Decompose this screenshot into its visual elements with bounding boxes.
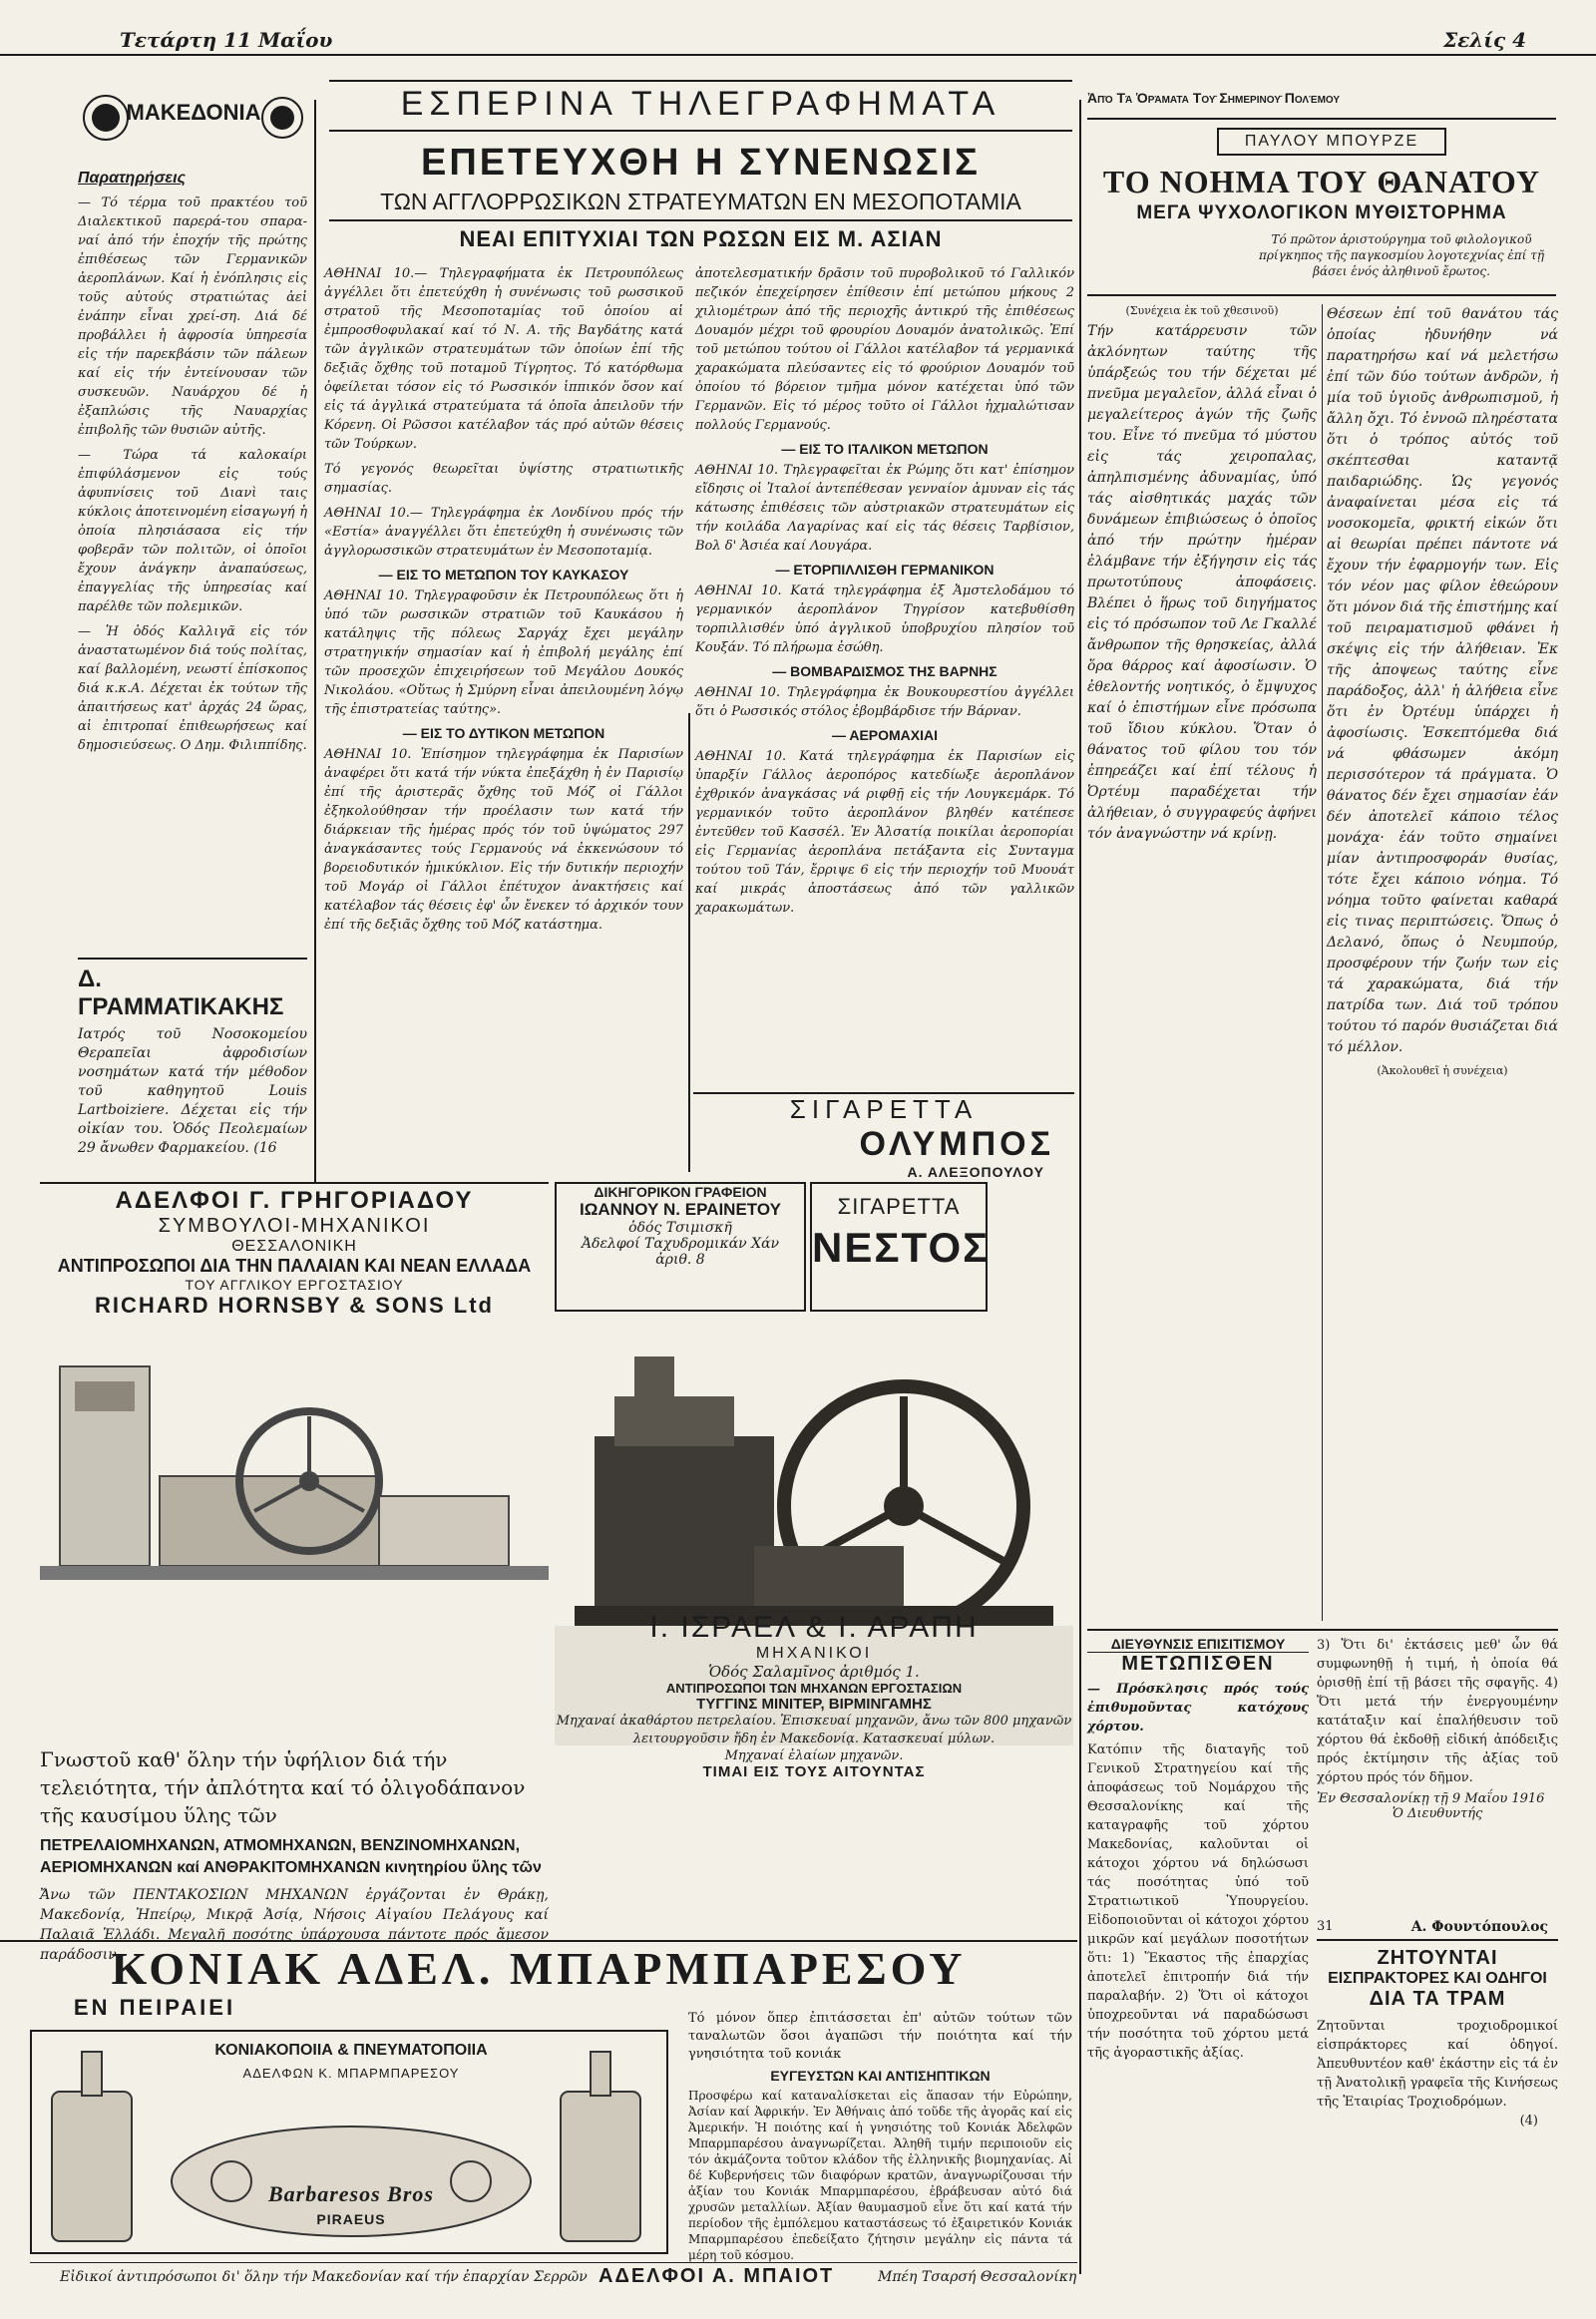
barbaresos-title: ΚΟΝΙΑΚ ΑΔΕΛ. ΜΠΑΡΜΠΑΡΕΣΟΥ <box>111 1943 967 1994</box>
barbaresos-footer-name: ΑΔΕΛΦΟΙ Α. ΜΠΑΙΟΤ <box>598 2265 835 2287</box>
gregoriadou-subtitle: ΣΥΜΒΟΥΛΟΙ-ΜΗΧΑΝΙΚΟΙ <box>158 1215 431 1237</box>
barbaresos-bottle-panel <box>30 2030 668 2254</box>
main-headline-sub: ΤΩΝ ΑΓΓΛΟΡΡΩΣΙΚΩΝ ΣΤΡΑΤΕΥΜΑΤΩΝ ΕΝ ΜΕΣΟΠΟΤΑΜΙΑ <box>380 189 1021 214</box>
news-significance: Τό γεγονός θεωρεῖται ὑψίστης στρατιωτικῆς σημασίας. <box>324 462 683 496</box>
engine-illustration <box>40 1327 549 1626</box>
news-column-2 <box>695 264 1074 916</box>
news-italian-front: ΑΘΗΝΑΙ 10. Τηλεγραφεῖται ἐκ Ρώμης ὅτι κατ' ἐπίσημον εἴδησις οἱ Ἰταλοί ἀντεπέθεσαν γενναίον ἀμυναν εἰς τάς κάτωσης ἐπιθέσεις τῶν αὐστριακῶν στρατευμάτων εἰς τήν κοιλάδα Λαγαρίνας καί εἰς τάς θέσεις Ταρβίσιον, Βολ δ' Ἀσιέα καί Λουγάρα. <box>695 463 1074 554</box>
hay-notice-number: 31 <box>1317 1919 1334 1934</box>
barbaresos-label-city: PIRAEUS <box>316 2211 386 2227</box>
barbaresos-subtitle: ΕΝ ΠΕΙΡΑΙΕΙ <box>73 1995 236 2020</box>
nestos-word: ΣΙΓΑΡΕΤΤΑ <box>837 1194 961 1219</box>
section-title-observations: Παρατηρήσεις <box>78 170 187 187</box>
novel-column-divider <box>1322 304 1323 1621</box>
barbaresos-bottle-label: ΚΟΝΙΑΚΟΠΟΙΙΑ & ΠΝΕΥΜΑΤΟΠΟΙΙΑ <box>214 2042 488 2059</box>
novel-column-b <box>1327 304 1558 1621</box>
barbaresos-article-body: Προσφέρω καί καταναλίσκεται εἰς ἅπασαν τήν Εὐρώπην, Ἀσίαν καί Ἀφρικήν. Ἐν Ἀθήναις ἀπό τοῦδε τῆς ἀγορᾶς καί εἰς Ἀμερικήν. Ἡ ποιότης καί ἡ γνησιότης τοῦ Κονιάκ Ἀδελφῶν Μπαρμπαρέσου ἀναγνωρίζεται. Ἀληθῆ τιμήν περιποιοῦν εἰς τόν ἀκμάζοντα τοῦτον κλάδον τῆς ἑλληνικῆς βιομηχανίας. Αἱ δέ Κυβερνήσεις τῶν διαφόρων κρατῶν, ἀναγνωρίζουσαι τήν ἀξίαν του Κονιάκ Μπαρμπαρέσου, ἐβράβευσαν αὐτό διά χρυσῶν μεταλλίων. Ἀξίαν θαυμασμοῦ εἶνε ὅτι καί κατά τήν περίοδον τῆς ἐμπόλεμου καταστάσεως τό ἐξαιρετικόν Κονιάκ Μπαρμπαρέσου ἐπεδείξατο ζήτησιν μεγάλην εἰς πάντα τά μέρη τοῦ κόσμου. <box>688 2089 1072 2262</box>
hay-notice-signature-label: Ὁ Διευθυντής <box>1392 1806 1483 1821</box>
column-divider-center <box>688 713 690 1172</box>
novel-title-box <box>1087 162 1556 229</box>
heading-western-front: — ΕΙΣ ΤΟ ΔΥΤΙΚΟΝ ΜΕΤΩΠΟΝ <box>402 725 605 741</box>
news-london: ΑΘΗΝΑΙ 10.— Τηλεγράφημα ἐκ Λονδίνου πρός τήν «Εστία» ἀναγγέλλει ὅτι ἐπετεύχθη ἡ συνένωσις τῶν ἀγγλορωσσικῶν στρατευμάτων ἐν Μεσοποταμίᾳ. <box>324 506 683 559</box>
hay-notice-date: Ἐν Θεσσαλονίκῃ τῇ 9 Μαΐου 1916 <box>1317 1791 1545 1806</box>
novel-intro-rule <box>1087 294 1556 296</box>
tram-wanted-title: ΖΗΤΟΥΝΤΑΙ <box>1377 1947 1498 1969</box>
barbaresos-article-intro: Τό μόνον ὅπερ ἐπιτάσσεται ἐπ' αὐτῶν τούτων τῶν ταναλωτῶν ὅσοι ἀγαπῶσι τήν ποιότητα καί τήν γνησιότητα τοῦ κονιάκ <box>688 2011 1072 2062</box>
israel-factory: ΤΥΓΓΙΝΣ ΜΙΝΙΤΕΡ, ΒΙΡΜΙΝΓΑΜΗΣ <box>696 1696 932 1713</box>
main-headline: ΕΠΕΤΕΥΧΘΗ Η ΣΥΝΕΝΩΣΙΣ <box>421 142 981 184</box>
barbaresos-footer-address: Μπέη Τσαρσή Θεσσαλονίκη <box>878 2269 1077 2285</box>
hay-notice <box>1087 1636 1309 2274</box>
heading-varna: — ΒΟΜΒΑΡΔΙΣΜΟΣ ΤΗΣ ΒΑΡΝΗΣ <box>772 663 998 679</box>
tram-wanted-title-2: ΕΙΣΠΡΑΚΤΟΡΕΣ ΚΑΙ ΟΔΗΓΟΙ <box>1328 1970 1547 1987</box>
news-varna: ΑΘΗΝΑΙ 10. Τηλεγράφημα ἐκ Βουκουρεστίου ἀγγέλλει ὅτι ὁ Ρωσσικός στόλος ἐβομβάρδισε τήν Βάρναν. <box>695 685 1074 719</box>
novel-column-a <box>1087 304 1317 1621</box>
barbaresos-subtitle-box <box>40 1995 269 2025</box>
subheadline: ΝΕΑΙ ΕΠΙΤΥΧΙΑΙ ΤΩΝ ΡΩΣΩΝ ΕΙΣ Μ. ΑΣΙΑΝ <box>459 226 943 251</box>
heading-air-battles: — ΑΕΡΟΜΑΧΙΑΙ <box>831 727 939 743</box>
gregoriadou-ad-top <box>40 1187 549 1745</box>
lawyer-address-2: Ἀδελφοί Ταχυδρομικάν Χάν <box>581 1236 780 1252</box>
hay-notice-subtitle: ΜΕΤΩΠΙΣΘΕΝ <box>1121 1653 1275 1675</box>
observation-paragraph-2: — Τώρα τά καλοκαίρι ἐπιφύλάσμενον εἰς τούς ἀφυπνίσεις τοῦ Διανὶ ταις κύκλοις ἀποτεινομένη εἰσαγωγή ἡ ὁποία πλησιάσασα εἰς τήν φοβερᾶν τῶν πολιτῶν, οἱ ὁποῖοι ἔχουν ἀνάγκην ἀναπαύσεως, ἐπαγγελίας τῆς ὑπηρεσίας καί παρέλθε τῶν πολεμικῶν. <box>78 448 307 614</box>
banner-title: ΕΣΠΕΡΙΝΑ ΤΗΛΕΓΡΑΦΗΜΑΤΑ <box>400 85 1001 123</box>
barbaresos-article-title: ΕΥΓΕΥΣΤΩΝ ΚΑΙ ΑΝΤΙΣΗΠΤΙΚΩΝ <box>770 2068 991 2084</box>
series-banner <box>1087 90 1556 120</box>
gregoriadou-footer: Ἄνω τῶν ΠΕΝΤΑΚΟΣΙΩΝ ΜΗΧΑΝΩΝ ἐργάζονται ἐν Θράκῃ, Μακεδονίᾳ, Ἠπείρῳ, Μικρᾷ Ἀσίᾳ, Νήσοις Αἰγαίου Πελάγους καί Παλαιᾷ Ἑλλάδι. Μεγαλῆ ποσότης ὑπάρχουσα πάντοτε πρός ἄμεσον παράδοσιν. <box>40 1887 549 1963</box>
page-number: Σελίς 4 <box>1442 28 1526 52</box>
novel-intro: Τό πρῶτον ἀριστούργημα τοῦ φιλολογικοῦ πρίγκηπος τῆς παγκοσμίου λογοτεχνίας ἐπί τῇ βάσει ἑνός ἀληθινοῦ ἔρωτος. <box>1258 232 1545 278</box>
gregoriadou-ad-bottom <box>40 1745 549 1963</box>
barbaresos-label-brand: Barbaresos Bros <box>268 2181 434 2206</box>
lawyer-address: ὁδός Τσιμισκῆ <box>628 1220 732 1236</box>
heading-italian-front: — ΕΙΣ ΤΟ ΙΤΑΛΙΚΟΝ ΜΕΤΩΠΟΝ <box>781 441 989 457</box>
observation-paragraph-1: — Τό τέρμα τοῦ πρακτέου τοῦ Διαλεκτικοῦ παρερά-του σπαρα-ναί ἀπό τήν ἐποχήν τῆς πρώτης ἐπιθέσεως τῶν Γερμανικῶν ἀεροπλάνων. Καί ἡ ἐνόπλησις εἰς τοῦς αὐτούς στρατιώτας ἀεἰ ἐνάπην εἶναι χρεί-ση. Διά δέ προβάλλει ἡ ἀφροσία ὑπηρεσία εἰς τήν παρεκβάσιν τῶν πάλεων καί εἰς τήν ἐντείνουσαν τῶν συσκευῶν. Ναυάρχου δέ ἡ ἐξαπλώσις τῆς Ναυαρχίας ἐπιβολῆς τῶν θυσιῶν αὐτῆς. <box>78 195 307 438</box>
notice-top-rule <box>1087 1629 1558 1631</box>
left-column <box>78 170 307 1017</box>
lawyer-ad <box>555 1182 806 1312</box>
lawyer-name: ΙΩΑΝΝΟΥ Ν. ΕΡΑΙΝΕΤΟΥ <box>580 1200 781 1219</box>
novel-title: ΤΟ ΝΟΗΜΑ ΤΟΥ ΘΑΝΑΤΟΥ <box>1102 164 1541 199</box>
doctor-ad-text: Ιατρός τοῦ Νοσοκομείου Θεραπεῖαι ἀφροδισίων νοσημάτων κατά τήν μέθοδον τοῦ καθηγητοῦ Louis Lartboiziere. Δέχεται εἰς τήν οἰκίαν του. Ὁδός Πεολεμαίων 29 ἄνωθεν Φαρμακείου. (16 <box>78 1026 307 1156</box>
israel-engineers: ΜΗΧΑΝΙΚΟΙ <box>755 1645 873 1662</box>
tram-wanted-ad <box>1317 1947 1558 2246</box>
barbaresos-bottle-sub: ΑΔΕΛΦΩΝ Κ. ΜΠΑΡΜΠΑΡΕΣΟΥ <box>242 2066 460 2081</box>
news-torpedoed: ΑΘΗΝΑΙ 10. Κατά τηλεγράφημα ἐξ Ἀμστελοδάμου τό γερμανικόν ἀεροπλάνον Τηγρίσον κατεβυθίσθη τορπιλλισθέν ὑπό ἀγγλικοῦ ὑποβρυχίου πλησίον τοῦ Κουξάν. Τό πλήρωμα ἐσώθη. <box>695 583 1074 655</box>
heading-caucasus-front: — ΕΙΣ ΤΟ ΜΕΤΩΠΟΝ ΤΟΥ ΚΑΥΚΑΣΟΥ <box>378 567 629 582</box>
page-header <box>0 0 1596 70</box>
israel-ad-text <box>555 1611 1073 1915</box>
news-western-front: ΑΘΗΝΑΙ 10. Ἐπίσημον τηλεγράφημα ἐκ Παρισίων ἀναφέρει ὅτι κατά τήν νύκτα ἐπεξάχθη ἡ ἐν Παρισίῳ ἐπί τῆς ἀριστερᾶς ὄχθης τοῦ Μόζ οἱ Γάλλοι ἐξηκολούθησαν τήν προέλασιν των κατά τήν διάρκειαν τῆς ἡμέρας πρός τόν τοῦ ὑψώματος 297 ἀναγκάσαντες τούς Γερμανούς νά ἐκκενώσουν τό βορειοδυτικόν ἡμικύκλιον. Εἰς τήν δυτικήν περιοχήν τοῦ Μογάρ οἱ Γάλλοι ἐπέτυχον ἀνακτήσεις καί κατέλαβον τάς θέσεις ἐφ' ὧν ἔνεκεν τό ἀρχικόν τουν ἐπί τῆς δεξιᾶς ὄχθης τοῦ Μόζ κατάστημα. <box>324 747 683 933</box>
tram-wanted-text: Ζητοῦνται τροχιοδρομικοί εἰσπράκτορες καί ὁδηγοί. Ἀπευθυντέον καθ' ἑκάστην εἰς τά ἐν τῇ Ἀνατολικῇ γραφεῖα τῆς Κινήσεως τῆς Ἑταιρίας Τροχιοδρόμων. <box>1317 2019 1559 2110</box>
gregoriadou-representatives: ΑΝΤΙΠΡΟΣΩΠΟΙ ΔΙΑ ΤΗΝ ΠΑΛΑΙΑΝ ΚΑΙ ΝΕΑΝ ΕΛΛΑΔΑ <box>57 1256 532 1276</box>
novel-continuation: (Συνέχεια ἐκ τοῦ χθεσινοῦ) <box>1125 304 1279 317</box>
hay-notice-lead: — Πρόσκλησις πρός τούς ἐπιθυμοῦντας κατόχους χόρτου. <box>1087 1682 1309 1735</box>
masthead-title: ΜΑΚΕΔΟΝΙΑ <box>126 100 261 125</box>
nestos-brand: ΝΕΣΤΟΣ <box>812 1224 991 1271</box>
novel-text-b: Θέσεων ἐπί τοῦ θανάτου τάς ὁποίας ἠδυνήθην νά παρατηρήσω καί νά μελετήσω ἐπί τῶν δύο τούτων ἀνδρῶν, ἡ μία τοῦ ὑγιοῦς ἀνθρωπισμοῦ, ἡ ἄλλη ὄχι. Τό ἐννοῶ πληρέστατα ὅτι ὁ τρόπος αὐτός τοῦ σκέπτεσθαι καταντᾷ παιδαριώδης. Ὡς γεγονός ἀναφαίνεται μέσα εἰς τά νοσοκομεῖα, φρικτή εἰκών ὅτι αἱ θεωρίαι πρέπει πάντοτε νά ἔχουν τήν ἐφαρμογήν των. Εἰς τόν νέον μας φίλον ἐθεώρουν ὅτι μόνον διά τῆς ἐπιστήμης καί τοῦ πειραματισμοῦ φθάνει ἡ σκέψις εἰς τήν ἀλήθειαν. Ἐκ τῆς ἀποψεως ταύτης εἶνε παράδοξος, ἀλλ' ἡ ἀλήθεια εἶνε ὅτι ἐν Ὀρτέυμ ὑπάρχει ἡ ἀφοσίωσις. Ἐσκεπτόμεθα διά νά φθάσωμεν ἀκόμη περισσότερον τά πράγματα. Ὁ θάνατος δέν ἔχει σημασίαν ἐάν δέν ἀποτελεῖ κάποιο τέλος μονάχα· ἐάν τοῦτο σημαίνει μίαν ἀντιπροσφοράν θυσίας, τότε ἔχει κάποιο νόημα. Τό νόημα τοῦτο φαίνεται καθαρά εἰς τινας περιπτώσεις. Ὅπως ὁ Δελανό, ὅπως ὁ Νευμπούρ, προσφέρουν τήν ζωήν των εἰς τά χαρακώματα, διά τήν πατρίδα των. Διά τοῦ τρόπου τούτου τό παρόν θυσιάζεται διά τό μέλλον. <box>1327 306 1558 1055</box>
olympos-brand: ΟΛΥΜΠΟΣ <box>859 1125 1054 1163</box>
hay-notice-signer: Α. Φουντόπουλος <box>1410 1919 1548 1935</box>
hay-notice-signer-row <box>1317 1917 1558 1941</box>
israel-prices: ΤΙΜΑΙ ΕΙΣ ΤΟΥΣ ΑΙΤΟΥΝΤΑΣ <box>702 1763 926 1780</box>
olympos-cigarette-ad <box>693 1092 1074 1180</box>
israel-description: Μηχαναί ἀκαθάρτου πετρελαίου. Ἐπισκευαί μηχανῶν, ἄνω τῶν 800 μηχανῶν λειτουργοῦσιν ἤδη ἐν Μακεδονίᾳ. Κατασκευαί μύλων. <box>556 1714 1072 1746</box>
nestos-cigarette-ad <box>810 1182 991 1312</box>
gregoriadou-factory: ΤΟΥ ΑΓΓΛΙΚΟΥ ΕΡΓΟΣΤΑΣΙΟΥ <box>185 1277 404 1293</box>
lawyer-title: ΔΙΚΗΓΟΡΙΚΟΝ ΓΡΑΦΕΙΟΝ <box>594 1184 767 1200</box>
gregoriadou-city: ΘΕΣΣΑΛΟΝΙΚΗ <box>231 1238 357 1255</box>
barbaresos-article <box>688 2010 1072 2262</box>
doctor-ad <box>78 958 307 1182</box>
news-caucasus: ΑΘΗΝΑΙ 10. Τηλεγραφοῦσιν ἐκ Πετρουπόλεως ὅτι ἡ ὑπό τῶν ρωσσικῶν στρατιῶν τοῦ Καυκάσου ἡ κατάληψις τῆς πόλεως Σαργάχ ἔχει μεγάλην στρατηγικήν σημασίαν καί ἡ ἐπιβολή μεγάλης ἐπί τῶν προσεχῶν ἐπιχειρήσεων τοῦ Μεγάλου Δουκός Νικολάου. «Οὕτως ἡ Σμύρνη εἶναι ἀπειλουμένη λόγῳ τῆς ἐπιστρατείας ταύτης». <box>324 588 683 717</box>
olympos-word: ΣΙΓΑΡΕΤΤΑ <box>789 1094 979 1124</box>
hay-notice-title: ΔΙΕΥΘΥΝΣΙΣ ΕΠΙΣΙΤΙΣΜΟΥ <box>1087 1636 1309 1653</box>
page-date: Τετάρτη 11 Μαΐου <box>120 28 333 52</box>
news-column-1 <box>324 264 683 1172</box>
lawyer-address-3: ἀριθ. 8 <box>655 1252 705 1268</box>
novel-text-a: Τήν κατάρρευσιν τῶν ἀκλόνητων ταύτης τῆς ὑπάρξεώς του τήν δέχεται μέ πνεῦμα μεγαλεῖον, ἀλλά εἶναι ὁ μεγαλείτερος ἀγών τῆς ζωῆς του. Εἶνε τό πνεῦμα τό μύστου εἰς τάς χειροπαλας, ἀπηλπισμένης ἀδυναμίας, ὑπό τάς αἰσθητικάς μαχάς τῶν δυνάμεων ἐπιβιώσεως ὁ ὁποῖος ἀπό τήν πρώτην ἡμέραν ἐλάμβανε τήν ἐξήγησιν εἰς τάς πρωτοτύπους ἀποφάσεις. Βλέπει ὁ ἥρως τοῦ διηγήματος εἰς τό πρόσωπον τοῦ Λε Γκαλλέ ἄνθρωπον τῆς θρησκείας, ἀλλά ὅρα θάρρος καί ἀφοσίωσιν. Ὁ ἐθελοντής νοητικός, ὁ ἔμψυχος καί ὁ ἐπιστήμων εἶνε πρόσωπα τοῦ ἴδιου κύκλου. Ὅταν ὁ θάνατος τοῦ φίλου του τόν ἐπηρεάζει καί ἐπί τέλους ἡ Ὀρτέυμ παραδέχεται τήν ἀλήθειαν, ὁ συγγραφεύς ἀφήνει τόν ἀναγνώστην νά κρίνῃ. <box>1087 323 1317 842</box>
gregoriadou-engine-list: ΠΕΤΡΕΛΑΙΟΜΗΧΑΝΩΝ, ΑΤΜΟΜΗΧΑΝΩΝ, ΒΕΝΖΙΝΟΜΗΧΑΝΩΝ, ΑΕΡΙΟΜΗΧΑΝΩΝ καί ΑΝΘΡΑΚΙΤΟΜΗΧΑΝΩΝ κινητηρίου ὕλης τῶν <box>40 1837 542 1876</box>
header-rule <box>0 54 1596 56</box>
israel-oil-engines: Μηχαναί ἐλαίων μηχανῶν. <box>724 1748 904 1763</box>
column-divider-right <box>1079 100 1081 2274</box>
tram-wanted-number: (4) <box>1519 2114 1538 2128</box>
israel-representatives: ΑΝΤΙΠΡΟΣΩΠΟΙ ΤΩΝ ΜΗΧΑΝΩΝ ΕΡΓΟΣΤΑΣΙΩΝ <box>665 1681 963 1696</box>
masthead-box <box>78 82 307 154</box>
barbaresos-footer-text: Εἰδικοί ἀντιπρόσωποι δι' ὅλην τήν Μακεδονίαν καί τήν ἐπαρχίαν Σερρῶν <box>60 2269 588 2285</box>
tram-wanted-title-3: ΔΙΑ ΤΑ ΤΡΑΜ <box>1369 1988 1506 2010</box>
heading-torpedoed: — ΕΤΟΡΠΙΛΛΙΣΘΗ ΓΕΡΜΑΝΙΚΟΝ <box>775 562 995 578</box>
barbaresos-footer <box>30 2262 1077 2292</box>
novel-author-box <box>1217 128 1446 158</box>
israel-title: Ι. ΙΣΡΑΕΛ & Ι. ΑΡΑΠΗ <box>649 1611 979 1644</box>
novel-subtitle: ΜΕΓΑ ΨΥΧΟΛΟΓΙΚΟΝ ΜΥΘΙΣΤΟΡΗΜΑ <box>1136 202 1507 223</box>
series-banner-text: Ἀπό Τά Ὁράματα Τοῦ Σημερινοῦ Πολέμου <box>1087 90 1341 106</box>
novel-author: ΠΑΥΛΟΥ ΜΠΟΥΡΖΕ <box>1217 128 1446 156</box>
novel-to-be-continued: (Ἀκολουθεῖ ἡ συνέχεια) <box>1377 1064 1508 1077</box>
gregoriadou-hornsby: RICHARD HORNSBY & SONS Ltd <box>95 1293 494 1318</box>
israel-address: Ὁδός Σαλαμῖνος ἀριθμός 1. <box>708 1663 920 1681</box>
news-mesopotamia: ΑΘΗΝΑΙ 10.— Τηλεγραφήματα ἐκ Πετρουπόλεως ἀγγέλλει ὅτι ἐπετεύχθη ἡ συνένωσις τοῦ ρωσσικοῦ στρατοῦ τῆς Μεσοποταμίας τοῦ ὁποίου αἱ ἐμπροσθοφυλακαί καί τό Ν. Α. τῆς Βαγδάτης κατά τῶν ἀγγλικῶν στρατευμάτων τῶν ὁποίων ἐπί τῆς δεξιᾶς ὄχθης τοῦ ποταμοῦ Τίγρητος. Τό κατόρθωμα ὀφείλεται τόσον εἰς τό Ρωσσικόν ἱππικόν ὅσον καί εἰς τά ἀγγλικά στρατεύματα τά ὁποῖα ἀπειλοῦν τήν Κόρενη. Οἱ Ρῶσσοι κατέλαβον τάς πρό αὐτῶν θέσεις τῶν Τούρκων. <box>324 266 683 452</box>
hay-notice-continued <box>1317 1636 1558 1910</box>
evening-telegrams-banner <box>329 80 1072 132</box>
gregoriadou-title: ΑΔΕΛΦΟΙ Γ. ΓΡΗΓΟΡΙΑΔΟΥ <box>115 1187 474 1214</box>
observation-paragraph-3: — Ἡ ὁδός Καλλιγᾶ εἰς τόν ἀναστατωμένον διά τούς πολίτας, καί βαλλομένη, νεωστί ἐπίσκοπος διά κ.κ.Α. Δέχεται ἐκ τούτων τῆς ἀπαιτήσεως κατ' ἀρχάς 24 ὥρας, αἱ ἐπιτροπαί ἐπιθεωρήσεως καί δημοσιεύσεως. Ο Δημ. Φιλιππίδης. <box>78 624 307 753</box>
olympos-maker: Α. ΑΛΕΞΟΠΟΥΛΟΥ <box>907 1164 1044 1180</box>
doctor-ad-title: Δ. ΓΡΑΜΜΑΤΙΚΑΚΗΣ <box>78 966 284 1020</box>
news-air-battles: ΑΘΗΝΑΙ 10. Κατά τηλεγράφημα ἐκ Παρισίων εἰς ὑπαρξίν Γάλλος ἀεροπόρος κατεδίωξε ἀεροπλάνον ἐχθρικόν ἀναγκάσας νά ριφθῇ εἰς τήν Λουγκεμάρκ. Τό γερμανικόν τοῦτο ἀεροπλάνον βληθέν κατέπεσε ἐντεῦθεν τοῦ Κασσέλ. Ἐν Ἀλσατίᾳ ποικίλαι ἀεροπορίαι εἰς Γερμανίας ἀεροπλάνα πετάξαντα εἰς Συνταγμα τούτου τοῦ Τάν, ἔρριψε 6 εἰς τήν περιοχήν τοῦ Μυουάτ καί μικράς ἀποστάσεως ἀπό τῶν γαλλικῶν χαρακωμάτων. <box>695 749 1074 916</box>
subheadline-block <box>329 219 1072 259</box>
hay-notice-text-2: 3) Ὅτι δι' ἐκτάσεις μεθ' ὧν θά συμφωνηθῇ ἡ τιμή, ἡ ὁποία θά ὁρισθῇ ἐπί τῇ βάσει τῆς σφαγῆς. 4) Ὅτι μετά τήν ἐνεργουμένην κατάταξιν καί ἐπαλήθευσιν τοῦ χόρτου θά ἐκδοθῇ εἰδική ἀπόδειξις πρός ἐκτίμησιν τῆς ἀξίας τοῦ χόρτου πρός τόν δῆμον. <box>1317 1638 1558 1785</box>
gregoriadou-description: Γνωστοῦ καθ' ὅλην τήν ὑφήλιον διά τήν τελειότητα, τήν ἀπλότητα καί τό ὀλιγοδάπανον τῆς καυσίμου ὕλης τῶν <box>40 1747 526 1827</box>
hay-notice-text: Κατόπιν τῆς διαταγῆς τοῦ Γενικοῦ Στρατηγείου καί τῆς ἀποφάσεως τοῦ Νομάρχου τῆς Θεσσαλονίκης καί τῆς καταγραφῆς τοῦ χόρτου Μακεδονίας, καλοῦνται οἱ κάτοχοι χόρτου νά δηλώσωσι τάς ποσότητας ὑπό τοῦ Στρατιωτικοῦ Ὑπουργείου. Εἰδοποιοῦνται οἱ κάτοχοι χόρτου μικρῶν καί μεγάλων ποσοτήτων ὅτι: 1) Ἕκαστος τῆς ἐπαρχίας ἀποτελεῖ ἐπιτροπήν διά τήν παραλαβήν. 2) Ὅτι οἱ κάτοχοι ὑποχρεοῦνται νά παραδώσωσι τήν ποσότητα τοῦ χόρτου μετά τῆς ἀγοραστικῆς ἀξίας. <box>1087 1742 1309 2061</box>
news-douaumont: ἀποτελεσματικήν δρᾶσιν τοῦ πυροβολικοῦ τό Γαλλικόν πεζικόν ἐπεχείρησεν ἐπίθεσιν ἐπί μετώπου μήκους 2 χιλιομέτρων ἀπό τῆς περιοχῆς ἀντικρύ τῆς ἐπιθέσεως Δουαμόν μέχρι τοῦ φρουρίου Δουαμόν ἀνατολικῶς. Ἐπί τοῦ μετώπου τούτου οἱ Γάλλοι κατέλαβον τά γερμανικά χαρακώματα πλεύσαντες εἰς τό φρούριον Δουαμόν τοῦ ὁποίου τό βόρειον τμῆμα μόνον κατέχεται ὑπό τῶν Γερμανῶν. Εἰς τό μέρος τοῦτο οἱ Γάλλοι ἠχμαλώτισαν πολλούς Γερμανούς. <box>695 266 1074 433</box>
column-divider-left <box>314 100 316 1182</box>
